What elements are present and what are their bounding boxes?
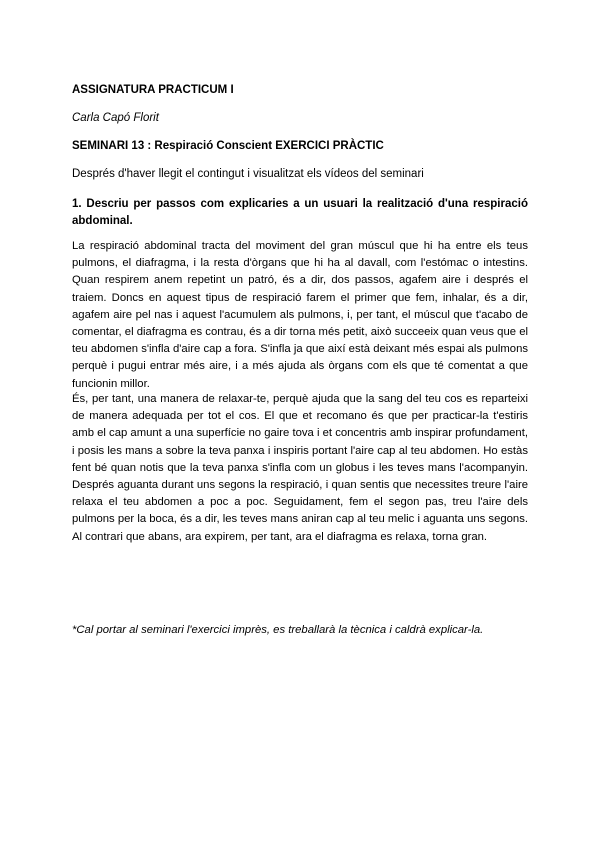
- footnote: *Cal portar al seminari l'exercici imprès, es treballarà la tècnica i caldrà explicar-la.: [72, 624, 484, 636]
- answer-paragraph-2: És, per tant, una manera de relaxar-te, perquè ajuda que la sang del teu cos es reparteixi de manera adequada per tot el cos. El que et recomano és que per practicar-la t'estiris amb el cap amunt a una superfície no gaire tova i et concentris amb inspirar profundament, i posis les mans a sobre la teva panxa i inspiris portant l'aire cap al teu abdomen. Ho estàs fent bé quan notis que la teva panxa s'infla com un globus i les teves mans l'acompanyin. Després aguanta durant uns segons la respiració, i quan sentis que necessites treure l'aire relaxa el teu abdomen a poc a poc. Seguidament, fem el segon pas, treu l'aire dels pulmons per la boca, és a dir, les teves mans aniran cap al teu melic i aguanta uns segons. Al contrari que abans, ara expirem, per tant, ara el diafragma es relaxa, torna gran.: [72, 393, 528, 543]
- question-heading: 1. Descriu per passos com explicaries a un usuari la realització d'una respiració abdominal.: [72, 198, 528, 227]
- course-title: ASSIGNATURA PRACTICUM I: [72, 84, 234, 96]
- author-name: Carla Capó Florit: [72, 112, 159, 124]
- seminar-title: SEMINARI 13 : Respiració Conscient EXERCICI PRÀCTIC: [72, 140, 384, 152]
- intro-text: Després d'haver llegit el contingut i visualitzat els vídeos del seminari: [72, 168, 424, 180]
- answer-paragraph-1: La respiració abdominal tracta del moviment del gran múscul que hi ha entre els teus pulmons, el diafragma, i la resta d'òrgans que hi ha al davall, com l'estómac o intestins. Quan respirem anem repetint un patró, és a dir, dos passos, agafem aire i després el traiem. Doncs en aquest tipus de respiració farem el primer que fem, inhalar, és a dir, agafem aire pel nas i aquest l'acumulem als pulmons, i, per tant, el múscul que t'acabo de comentar, el diafragma es contrau, és a dir torna més petit, això succeeix quan veus que el teu abdomen s'infla d'aire cap a fora. S'infla ja que així està deixant més espai als pulmons perquè i pugui entrar més aire, i a més ajuda als òrgans com els que té comentat a que funcionin millor.: [72, 240, 528, 390]
